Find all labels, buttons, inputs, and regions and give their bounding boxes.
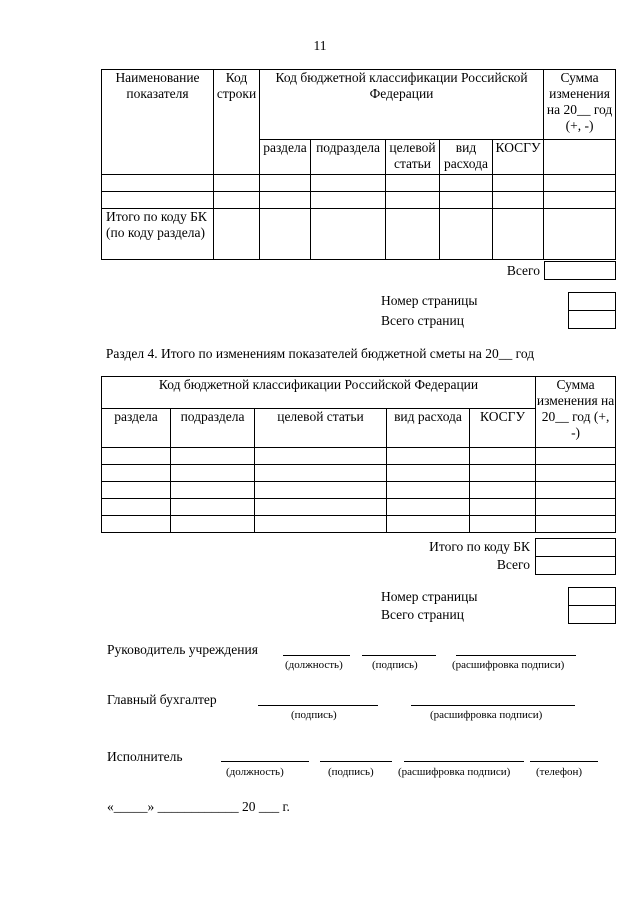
executor-name-line: [404, 761, 524, 762]
sub-target-2: целевой статьи: [255, 409, 387, 448]
vsego-label-1: Всего: [506, 263, 540, 278]
executor-label: Исполнитель: [107, 749, 183, 764]
table-row: [102, 499, 616, 516]
sub-kosgu: КОСГУ: [493, 140, 544, 175]
header-line-code: Код строки: [214, 70, 260, 175]
vsego-label-2: Всего: [496, 557, 530, 572]
sub-section-2: раздела: [102, 409, 171, 448]
vsego-box-1: [544, 261, 616, 280]
executor-caption-name: (расшифровка подписи): [398, 766, 511, 778]
chief-caption-signature: (подпись): [291, 709, 337, 721]
sub-subsection-2: подраздела: [171, 409, 255, 448]
head-name-line: [456, 655, 576, 656]
vsego-box-2: [535, 556, 616, 575]
header-bk-code-2: Код бюджетной классификации Российской Федерации: [102, 377, 536, 409]
executor-signature-line: [320, 761, 392, 762]
executor-caption-phone: (телефон): [536, 766, 583, 778]
sub-expense-type: вид расхода: [440, 140, 493, 175]
chief-name-line: [411, 705, 575, 706]
header-sum: Сумма изменения на 20__ год (+, -): [544, 70, 616, 140]
executor-phone-line: [530, 761, 598, 762]
page-number-label-2: Номер страницы: [381, 589, 478, 604]
head-label: Руководитель учреждения: [107, 642, 258, 657]
chief-signature-line: [258, 705, 378, 706]
total-pages-box-2: [568, 605, 616, 624]
page-number-box-1: [568, 292, 616, 311]
date-line: «_____» ____________ 20 ___ г.: [107, 799, 290, 814]
budget-table-1: [101, 69, 616, 260]
executor-position-line: [221, 761, 309, 762]
sub-target: целевой статьи: [386, 140, 440, 175]
table-row: [102, 448, 616, 465]
head-caption-name: (расшифровка подписи): [452, 659, 565, 671]
sub-kosgu-2: КОСГУ: [470, 409, 536, 448]
total-pages-box-1: [568, 310, 616, 329]
executor-caption-signature: (подпись): [328, 766, 374, 778]
section-4-title: Раздел 4. Итого по изменениям показателей бюджетной сметы на 20__ год: [105, 346, 535, 361]
page-number: 11: [313, 38, 327, 53]
sub-subsection: подраздела: [311, 140, 386, 175]
header-sum-2: Сумма изменения на 20__ год (+, -): [536, 377, 616, 448]
head-caption-signature: (подпись): [372, 659, 418, 671]
table-row: [102, 175, 616, 192]
table-row: [102, 482, 616, 499]
table-row: [102, 465, 616, 482]
total-pages-label-2: Всего страниц: [381, 607, 464, 622]
sub-expense-type-2: вид расхода: [387, 409, 470, 448]
sub-section: раздела: [260, 140, 311, 175]
page-number-label-1: Номер страницы: [381, 293, 478, 308]
table-row: [102, 192, 616, 209]
header-indicator-name: Наименование показателя: [102, 70, 214, 175]
itogo-label-2: Итого по коду БК: [429, 539, 530, 554]
head-caption-position: (должность): [285, 659, 343, 671]
itogo-box-2: [535, 538, 616, 557]
total-pages-label-1: Всего страниц: [381, 313, 464, 328]
budget-table-2: [101, 376, 616, 533]
header-bk-code: Код бюджетной классификации Российской Федерации: [260, 70, 544, 140]
table-row: [102, 516, 616, 533]
head-signature-line: [362, 655, 436, 656]
head-position-line: [283, 655, 350, 656]
total-by-bk-row: Итого по коду БК (по коду раздела): [102, 209, 214, 260]
page-number-box-2: [568, 587, 616, 606]
chief-caption-name: (расшифровка подписи): [430, 709, 543, 721]
chief-accountant-label: Главный бухгалтер: [107, 692, 217, 707]
executor-caption-position: (должность): [226, 766, 284, 778]
